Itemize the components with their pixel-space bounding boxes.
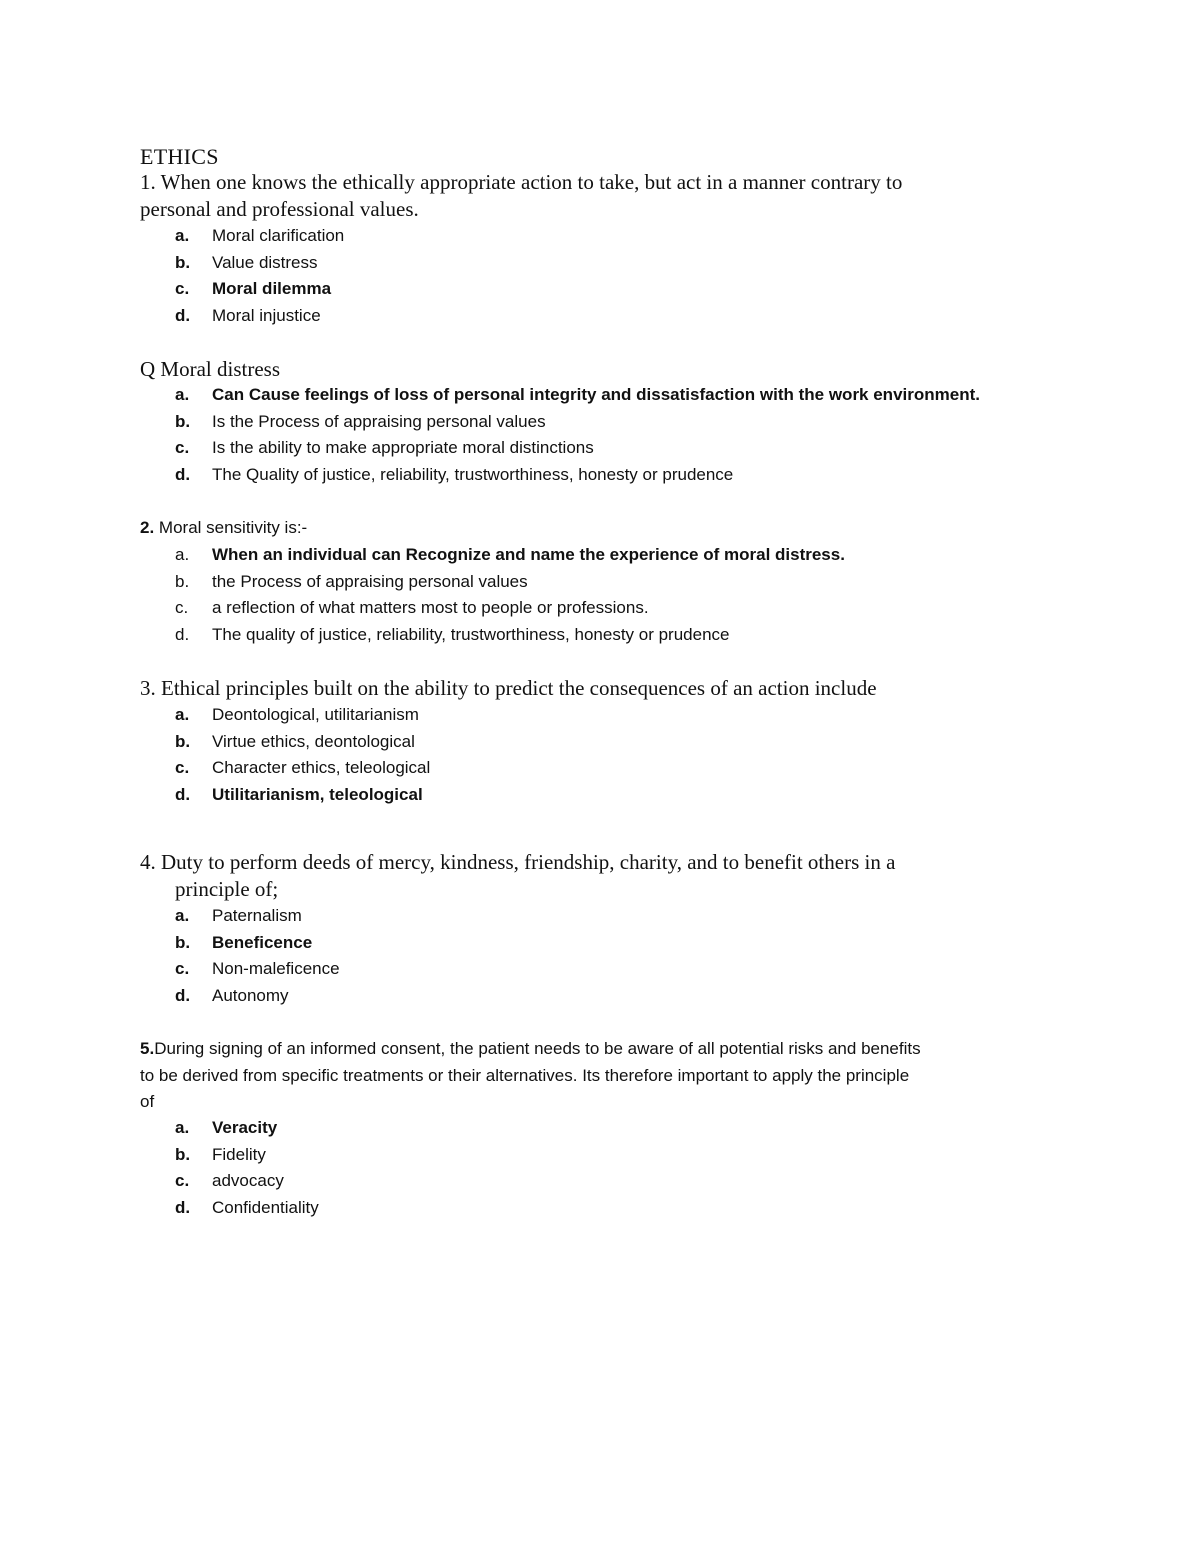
option-text: The Quality of justice, reliability, trustworthiness, honesty or prudence: [212, 464, 734, 484]
option-text: Value distress: [212, 252, 318, 272]
option-letter: d.: [175, 1197, 191, 1217]
question-2-number: 2.: [140, 518, 155, 537]
option-text: Moral clarification: [212, 226, 345, 245]
option-letter: d.: [175, 305, 191, 325]
question-5-number: 5.: [140, 1039, 155, 1058]
question-1-line-2: personal and professional values.: [140, 197, 419, 221]
option-text: Non-maleficence: [212, 959, 340, 978]
option-text: Character ethics, teleological: [212, 758, 431, 777]
option-text: Beneficence: [212, 932, 313, 952]
question-2-text: [140, 515, 307, 542]
option-text: the Process of appraising personal values: [212, 571, 528, 591]
document-title: ETHICS: [140, 144, 219, 169]
option-letter: b.: [175, 411, 191, 431]
option-text: Moral injustice: [212, 305, 321, 325]
question-moral-distress-text: [140, 356, 280, 383]
question-4-line-1: 4. Duty to perform deeds of mercy, kindness, friendship, charity, and to benefit others in a: [140, 850, 896, 874]
option-text: a reflection of what matters most to people or professions.: [212, 598, 649, 617]
question-3-line-1: 3. Ethical principles built on the ability to predict the consequences of an action include: [140, 676, 877, 700]
option-letter: b.: [175, 1144, 191, 1164]
question-2-line-1: [140, 515, 307, 542]
option-text: Deontological, utilitarianism: [212, 705, 419, 724]
question-moral-distress-line-1: Q Moral distress: [140, 357, 280, 381]
question-3-text: [140, 675, 877, 702]
option-letter: c.: [175, 598, 189, 617]
option-letter: a.: [175, 385, 190, 404]
option-letter: d.: [175, 784, 191, 804]
question-4-text: [140, 849, 895, 903]
option-text: Can Cause feelings of loss of personal integrity and dissatisfaction with the work environment.: [212, 385, 980, 404]
question-4-line-2: principle of;: [175, 877, 279, 901]
question-5-text: [140, 1036, 921, 1116]
option-letter: c.: [175, 959, 190, 978]
question-5-stem: During signing of an informed consent, the patient needs to be aware of all potential risks and benefits: [154, 1039, 921, 1058]
option-text: Autonomy: [212, 985, 289, 1005]
option-letter: b.: [175, 731, 191, 751]
option-letter: d.: [175, 464, 191, 484]
option-text: advocacy: [212, 1171, 284, 1190]
option-text: Paternalism: [212, 906, 302, 925]
option-letter: b.: [175, 571, 190, 591]
question-1-line-1: 1. When one knows the ethically appropriate action to take, but act in a manner contrary to: [140, 170, 903, 194]
option-letter: a.: [175, 545, 190, 564]
option-letter: a.: [175, 1118, 190, 1137]
option-letter: c.: [175, 758, 190, 777]
question-5-line-3: of: [140, 1092, 155, 1111]
option-letter: b.: [175, 932, 191, 952]
option-letter: d.: [175, 624, 190, 644]
option-text: Confidentiality: [212, 1197, 319, 1217]
question-2-stem: Moral sensitivity is:-: [154, 518, 308, 537]
option-text: When an individual can Recognize and name the experience of moral distress.: [212, 545, 845, 564]
option-text: Is the ability to make appropriate moral distinctions: [212, 438, 594, 457]
option-letter: c.: [175, 279, 190, 298]
question-1-text: [140, 169, 902, 223]
option-letter: a.: [175, 226, 190, 245]
option-text: Is the Process of appraising personal values: [212, 411, 546, 431]
option-letter: c.: [175, 438, 190, 457]
option-text: Virtue ethics, deontological: [212, 731, 415, 751]
question-5-line-2: to be derived from specific treatments or their alternatives. Its therefore important to apply the principle: [140, 1065, 910, 1085]
option-letter: d.: [175, 985, 191, 1005]
option-letter: b.: [175, 252, 191, 272]
option-letter: a.: [175, 705, 190, 724]
option-text: Fidelity: [212, 1144, 266, 1164]
option-letter: a.: [175, 906, 190, 925]
option-letter: c.: [175, 1171, 190, 1190]
option-text: Utilitarianism, teleological: [212, 784, 423, 804]
option-text: Veracity: [212, 1118, 278, 1137]
option-text: The quality of justice, reliability, trustworthiness, honesty or prudence: [212, 624, 730, 644]
question-5-line-1: [140, 1036, 921, 1063]
option-text: Moral dilemma: [212, 279, 332, 298]
